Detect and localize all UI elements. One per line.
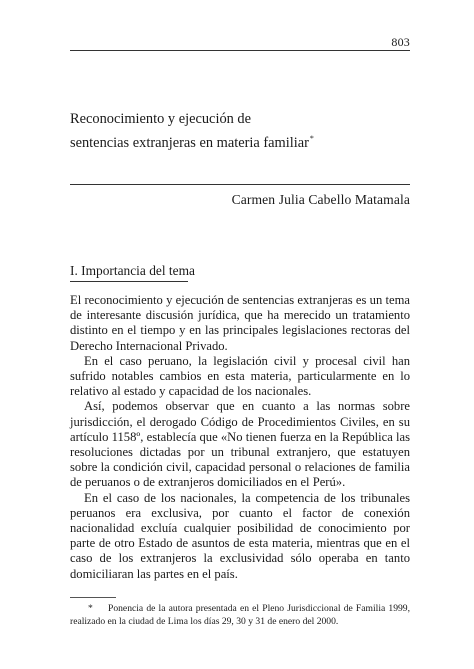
page-number: 803 <box>391 35 410 49</box>
author-name: Carmen Julia Cabello Matamala <box>231 192 410 207</box>
paragraph-4: En el caso de los nacionales, la competencia de los tribunales peruanos era exclusiva, por cuanto el factor de conexión nacionalidad excluía cualquier posibilidad de conocimiento por parte de otro Estado de asuntos de esta materia, mientras que en el caso de los extranjeros la exclusividad sólo operaba en tanto domiciliaran las partes en el país. <box>70 490 410 581</box>
footnote-text: Ponencia de la autora presentada en el Pleno Jurisdiccional de Familia 1999, realizado en la ciudad de Lima los días 29, 30 y 31 de enero del 2000. <box>70 603 410 627</box>
title-line-2 <box>70 129 410 153</box>
paragraph-3: Así, podemos observar que en cuanto a las normas sobre jurisdicción, el derogado Código de Procedimientos Civiles, en su artículo 1158º, establecía que «No tienen fuerza en la República las resoluciones dictadas por un tribunal extranjero, que estatuyen sobre la condición civil, capacidad personal o relaciones de familia de peruanos o de extranjeros domiciliados en el Perú». <box>70 399 410 490</box>
title-rule <box>70 184 410 185</box>
header-rule <box>70 50 410 51</box>
article-title <box>70 110 410 153</box>
title-line-1: Reconocimiento y ejecución de <box>70 111 252 127</box>
title-footnote-marker: * <box>309 134 314 143</box>
paragraph-1: El reconocimiento y ejecución de sentencias extranjeras es un tema de interesante discusión jurídica, que ha merecido un tratamiento distinto en el tiempo y en las principales legislaciones rectoras del Derecho Internacional Privado. <box>70 293 410 353</box>
title-line-2-text: sentencias extranjeras en materia familiar <box>70 135 309 151</box>
section-heading: I. Importancia del tema <box>70 263 195 278</box>
section-heading-underline <box>70 281 188 282</box>
paragraph-2: En el caso peruano, la legislación civil y procesal civil han sufrido notables cambios en esta materia, particularmente en lo relativo al estado y capacidad de los nacionales. <box>70 353 410 399</box>
footnote <box>70 603 410 628</box>
footnote-marker: * <box>88 603 93 614</box>
footnote-rule <box>70 597 116 598</box>
body-text <box>70 293 410 582</box>
